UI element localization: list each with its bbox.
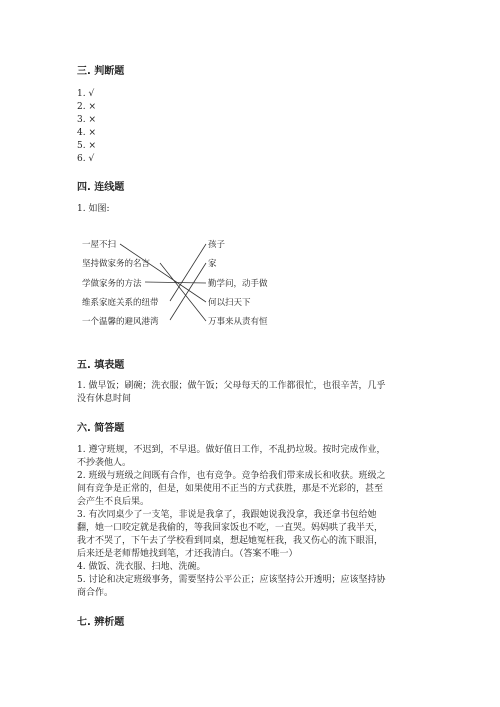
short-line-1: 1. 遵守班规，不迟到，不早退。做好值日工作，不乱扔垃圾。按时完成作业， (77, 445, 386, 455)
judge-answer-4: 4. × (77, 128, 96, 138)
match-right-2: 家 (208, 259, 217, 269)
section-title-fill: 五. 填表题 (77, 360, 125, 371)
matching-diagram (70, 232, 300, 332)
match-right-3: 勤学问，动手做 (208, 279, 268, 289)
judge-answer-6: 6. √ (77, 154, 95, 164)
section-title-match: 四. 连线题 (77, 182, 125, 193)
short-line-3: 2. 班级与班级之间既有合作，也有竞争。竞争给我们带来成长和收获。班级之 (77, 471, 386, 481)
match-line-4 (170, 244, 206, 301)
fill-line-1: 1. 做早饭；刷碗；洗衣服；做午饭；父母每天的工作都很忙，也很辛苦，几乎 (77, 381, 386, 391)
match-left-4: 维系家庭关系的纽带 (82, 298, 159, 308)
match-intro: 1. 如图: (77, 204, 110, 214)
short-line-10: 4. 做饭、洗衣服、扫地、洗碗。 (77, 562, 206, 572)
judge-answer-3: 3. × (77, 115, 96, 125)
match-left-2: 坚持做家务的名言 (82, 259, 151, 269)
match-right-5: 万事来从责有恒 (208, 317, 268, 327)
match-line-2 (160, 263, 206, 321)
match-line-1 (120, 244, 206, 302)
section-title-analyze: 七. 辨析题 (77, 617, 125, 628)
judge-answer-5: 5. × (77, 141, 96, 151)
section-title-short: 六. 简答题 (77, 423, 125, 434)
short-line-7: 翻，她一口咬定就是我偷的，等我回家饭也不吃，一直哭。妈妈哄了我半天， (77, 523, 384, 533)
judge-answer-2: 2. × (77, 102, 96, 112)
short-line-2: 不抄袭他人。 (77, 458, 132, 468)
short-line-8: 我才不哭了，下午去了学校看到同桌，想起她冤枉我，我又伤心的流下眼泪， (77, 536, 384, 546)
match-left-5: 一个温馨的避风港湾 (82, 317, 159, 327)
section-title-judge: 三. 判断题 (77, 66, 125, 77)
match-line-3 (145, 282, 206, 283)
match-left-1: 一屋不扫 (82, 240, 117, 250)
match-left-3: 学做家务的方法 (82, 279, 142, 289)
match-line-5 (170, 263, 206, 320)
match-right-1: 孩子 (208, 240, 226, 250)
short-line-6: 3. 有次同桌少了一支笔，非说是我拿了，我跟她说我没拿，我还拿书包给她 (77, 510, 377, 520)
short-line-9: 后来还是老师帮她找到笔，才还我清白。（答案不唯一） (77, 549, 298, 559)
short-line-4: 间有竞争是正常的，但是，如果使用不正当的方式获胜，那是不光彩的，甚至 (77, 484, 384, 494)
short-line-12: 商合作。 (77, 588, 114, 598)
short-line-5: 会产生不良后果。 (77, 497, 150, 507)
short-line-11: 5. 讨论和决定班级事务，需要坚持公平公正；应该坚持公开透明；应该坚持协 (77, 575, 386, 585)
fill-line-2: 没有休息时间 (77, 394, 132, 404)
judge-answer-1: 1. √ (77, 89, 95, 99)
match-right-4: 何以扫天下 (208, 298, 251, 308)
